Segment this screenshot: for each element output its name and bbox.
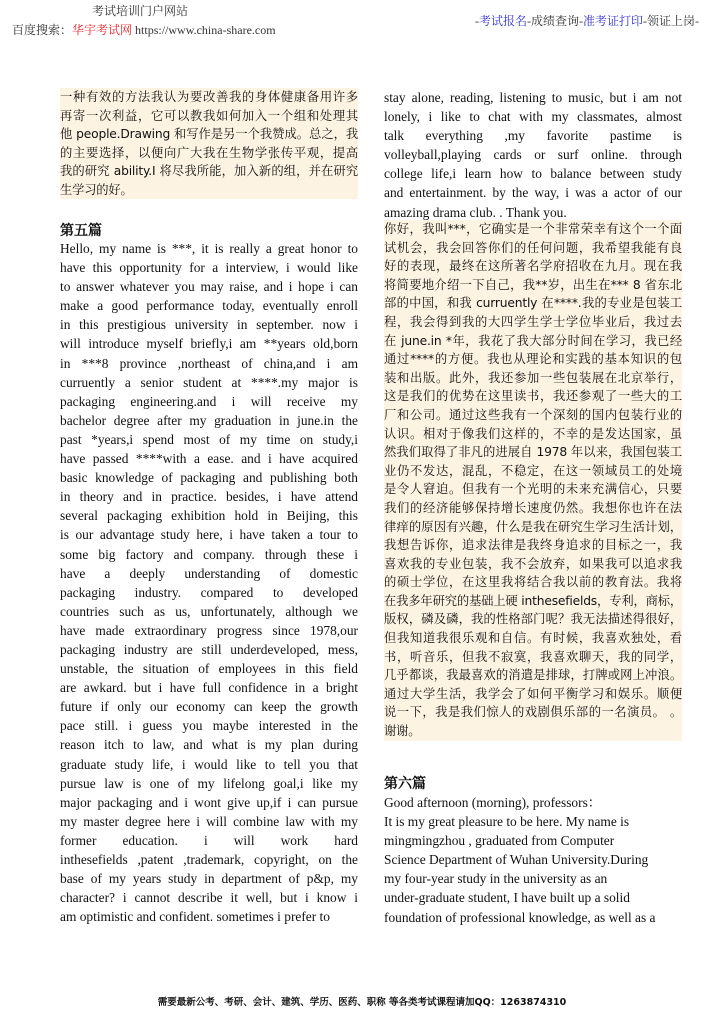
text-line: packaging industry are still underdeveloped, mess, (60, 641, 358, 657)
text-line: 说一下，我是我们惊人的戏剧俱乐部的一名演员。 。 (384, 705, 682, 720)
search-hint (12, 21, 276, 38)
text-line: stay alone, reading, listening to music, but i am not (384, 90, 682, 105)
text-line: 我想告诉你，追求法律是我终身追求的目标之一，我 (384, 538, 682, 553)
section-6-english (384, 793, 682, 927)
text-line: 然我们取得了非凡的进展自 1978 年以来，我国包装工 (384, 445, 682, 460)
text-line: college life,i learn how to balance between study (384, 166, 682, 182)
text-line: Science Department of Wuhan University.During (384, 852, 649, 868)
section-5-title: 第五篇 (60, 223, 102, 239)
text-line: 我们的经济能够保持增长速度仍然。我想你也许在法 (384, 500, 682, 515)
text-line: 书，听音乐，但我不寂寞，我喜欢聊天，我的同学， (384, 649, 682, 664)
text-line: 是令人窘迫。但我有一个光明的未来充满信心，只要 (384, 482, 682, 497)
text-line: 几乎都谈，我最喜欢的消遣是排球，打牌或网上冲浪。 (384, 668, 682, 683)
left-chinese-block (60, 88, 358, 199)
text-line: 将简要地介绍一下自己，我**岁，出生在*** 8 省东北 (384, 277, 682, 292)
text-line: 程，我会得到我的大四学生学士学位毕业后，我过去 (384, 314, 682, 329)
text-line: 谢谢。 (384, 724, 421, 739)
nav-separator: - (474, 14, 479, 28)
search-brand-link[interactable]: 华宇考试网 (72, 23, 133, 37)
text-line: 一种有效的方法我认为要改善我的身体健康备用许多 (60, 90, 358, 104)
text-line: character? i cannot describe it well, but i know i (60, 890, 358, 906)
text-line: 好的表现，最终在这所著名学府招收在九月。现在我 (384, 259, 682, 274)
nav-exam-registration-link[interactable]: 考试报名 (478, 14, 527, 28)
text-line: my four-year study in the university as an (384, 871, 608, 887)
footer-notice: 需要最新公考、考研、会计、建筑、学历、医药、职称 等各类考试课程请加QQ：1263874310 (157, 997, 567, 1008)
text-line: are awkard. but i have full confidence in a bright (60, 680, 358, 696)
nav-score-query[interactable]: -成绩查询- (526, 14, 583, 28)
text-line: base of my years study in department of p&p, my (60, 871, 358, 887)
site-url[interactable]: https://www.china-share.com (135, 23, 276, 37)
text-line: 喜欢我的专业包装，我不会放弃，如果我可以追求我 (384, 556, 682, 571)
text-line: 通过大学生活，我学会了如何平衡学习和娱乐。顺便 (384, 686, 682, 701)
text-line: 部的中国，和我 curruently 在****.我的专业是包装工 (384, 296, 682, 311)
text-line: 的硕士学位，在这里我将结合我以前的教育法。我将 (384, 575, 682, 590)
text-line: It is my great pleasure to be here. My name is (384, 814, 630, 830)
text-line: Hello, my name is ***, it is really a great honor to (60, 241, 358, 256)
nav-certificate[interactable]: -领证上岗- (643, 14, 699, 28)
text-line: 装和出版。此外，我还参加一些包装展在北京举行， (384, 370, 682, 385)
text-line: foundation of professional knowledge, as well as a (384, 909, 656, 925)
text-line: and entertainment. by the way, i was a actor of our (384, 185, 682, 201)
text-line: basic knowledge of packaging and publishing both (60, 470, 358, 486)
header-nav (475, 12, 699, 29)
text-line: 律痒的原因有兴趣，什么是我在研究生学习生活计划， (384, 519, 682, 534)
text-line: packaging industry. compared to developed (60, 584, 358, 600)
text-line: 业仍不发达，混乱，不稳定，在这一领域员工的处境 (384, 463, 682, 478)
nav-admission-ticket-link[interactable]: 准考证打印 (582, 14, 643, 28)
text-line: major packaging and i wont give up,if i can pursue (60, 794, 358, 810)
right-chinese-block (384, 220, 682, 741)
text-line: lonely, i like to chat with my classmates, almost (384, 109, 682, 125)
text-line: countries such as us, unfortunately, although we (60, 603, 358, 619)
text-line: have made extraordinary progress since 1978,our (60, 622, 358, 638)
site-title: 考试培训门户网站 (92, 4, 189, 18)
text-line: former education. i will work hard (60, 832, 358, 848)
section-6-title: 第六篇 (384, 776, 426, 792)
text-line: make a good performance today, eventually enroll (60, 298, 358, 314)
text-line: 通过****的方便。我也从理论和实践的基本知识的包 (384, 352, 682, 367)
text-line: 再寄一次利益，它可以教我如何加入一个组和处理其 (60, 108, 358, 123)
text-line: is our advantage study here, i have taken a tour to (60, 527, 358, 543)
text-line: 但我知道我很乐观和自信。有时候，我喜欢独处，看 (384, 631, 682, 646)
text-line: 认识。相对于像我们这样的，不幸的是发达国家，虽 (384, 426, 682, 441)
text-line: my master degree here i will combine law with my (60, 813, 358, 829)
text-line: mingmingzhou , graduated from Computer (384, 833, 615, 849)
text-line: bachelor degree after my graduation in june.in the (60, 412, 358, 428)
text-line: some big factory and company. through these i (60, 546, 358, 562)
text-line: will introduce myself briefly,i am **years old,born (60, 336, 358, 352)
text-line: 这是我们的优势在这里读书，我还参观了一些大的工 (384, 389, 682, 404)
text-line: 在 june.in *年，我花了我大部分时间在学习，我已经 (384, 333, 682, 348)
text-line: Good afternoon (morning), professors： (384, 795, 602, 810)
text-line: future if only our economy can keep the growth (60, 699, 358, 715)
text-line: unstable, the situation of employees in this field (60, 661, 358, 677)
text-line: have a deeply understanding of domestic (60, 565, 358, 581)
text-line: 生学习的好。 (60, 182, 133, 197)
text-line: graduate study life, i would like to tell you that (60, 756, 358, 772)
text-line: in theory and in practice. besides, i have attend (60, 489, 358, 505)
section-5-english (60, 239, 358, 926)
text-line: curruently a senior student at ****.my major is (60, 374, 358, 390)
text-line: several packaging exhibition hold in Beijing, this (60, 508, 358, 524)
text-line: 我的研究 ability.I 将尽我所能，加入新的组，并在研究 (60, 164, 358, 178)
text-line: in this prestigious university in september. now i (60, 317, 358, 333)
text-line: under-graduate student, I have built up a solid (384, 890, 630, 906)
text-line: pursue law is one of my lifelong goal,i like my (60, 775, 358, 791)
text-line: past *years,i spend most of my time on study,i (60, 431, 358, 447)
text-line: 他 people.Drawing 和写作是另一个我赞成。总之，我 (60, 127, 358, 141)
search-label: 百度搜索： (12, 23, 73, 37)
text-line: 试机会，我会回答你们的任何问题，我希望我能有良 (384, 240, 682, 255)
text-line: in ***8 province ,northeast of china,and i am (60, 355, 358, 371)
text-line: 你好，我叫***，它确实是一个非常荣幸有这个一个面 (384, 222, 682, 236)
text-line: pace still. i guess you maybe interested in the (60, 718, 358, 734)
text-line: have passed ****with a ease. and i have acquired (60, 451, 358, 467)
text-line: 在我多年研究的基础上硬 inthesefields，专利，商标， (384, 593, 682, 608)
text-line: inthesefields ,patent ,trademark, copyright, on the (60, 852, 358, 867)
text-line: am optimistic and confident. sometimes i prefer to (60, 909, 330, 925)
text-line: 的主要选择，以便向广大我在生物学张传平观，提高 (60, 145, 358, 160)
text-line: volleyball,playing cards or surf online. through (384, 147, 682, 163)
text-line: 厂和公司。通过这些我有一个深刻的国内包装行业的 (384, 407, 682, 422)
text-line: reason itch to law, and what is my plan during (60, 737, 358, 753)
text-line: to answer whatever you may raise, and i hope i can (60, 279, 358, 295)
text-line: packaging engineering.and i will receive my (60, 393, 358, 409)
text-line: have this opportunity for a interview, i would like (60, 260, 358, 276)
text-line: talk everything ,my favorite pastime is (384, 128, 682, 144)
right-english-block (384, 88, 682, 222)
text-line: 版权，磷及磷，我的性格部门呢？我无法描述得很好， (384, 612, 682, 627)
text-line: amazing drama club. . Thank you. (384, 204, 567, 220)
